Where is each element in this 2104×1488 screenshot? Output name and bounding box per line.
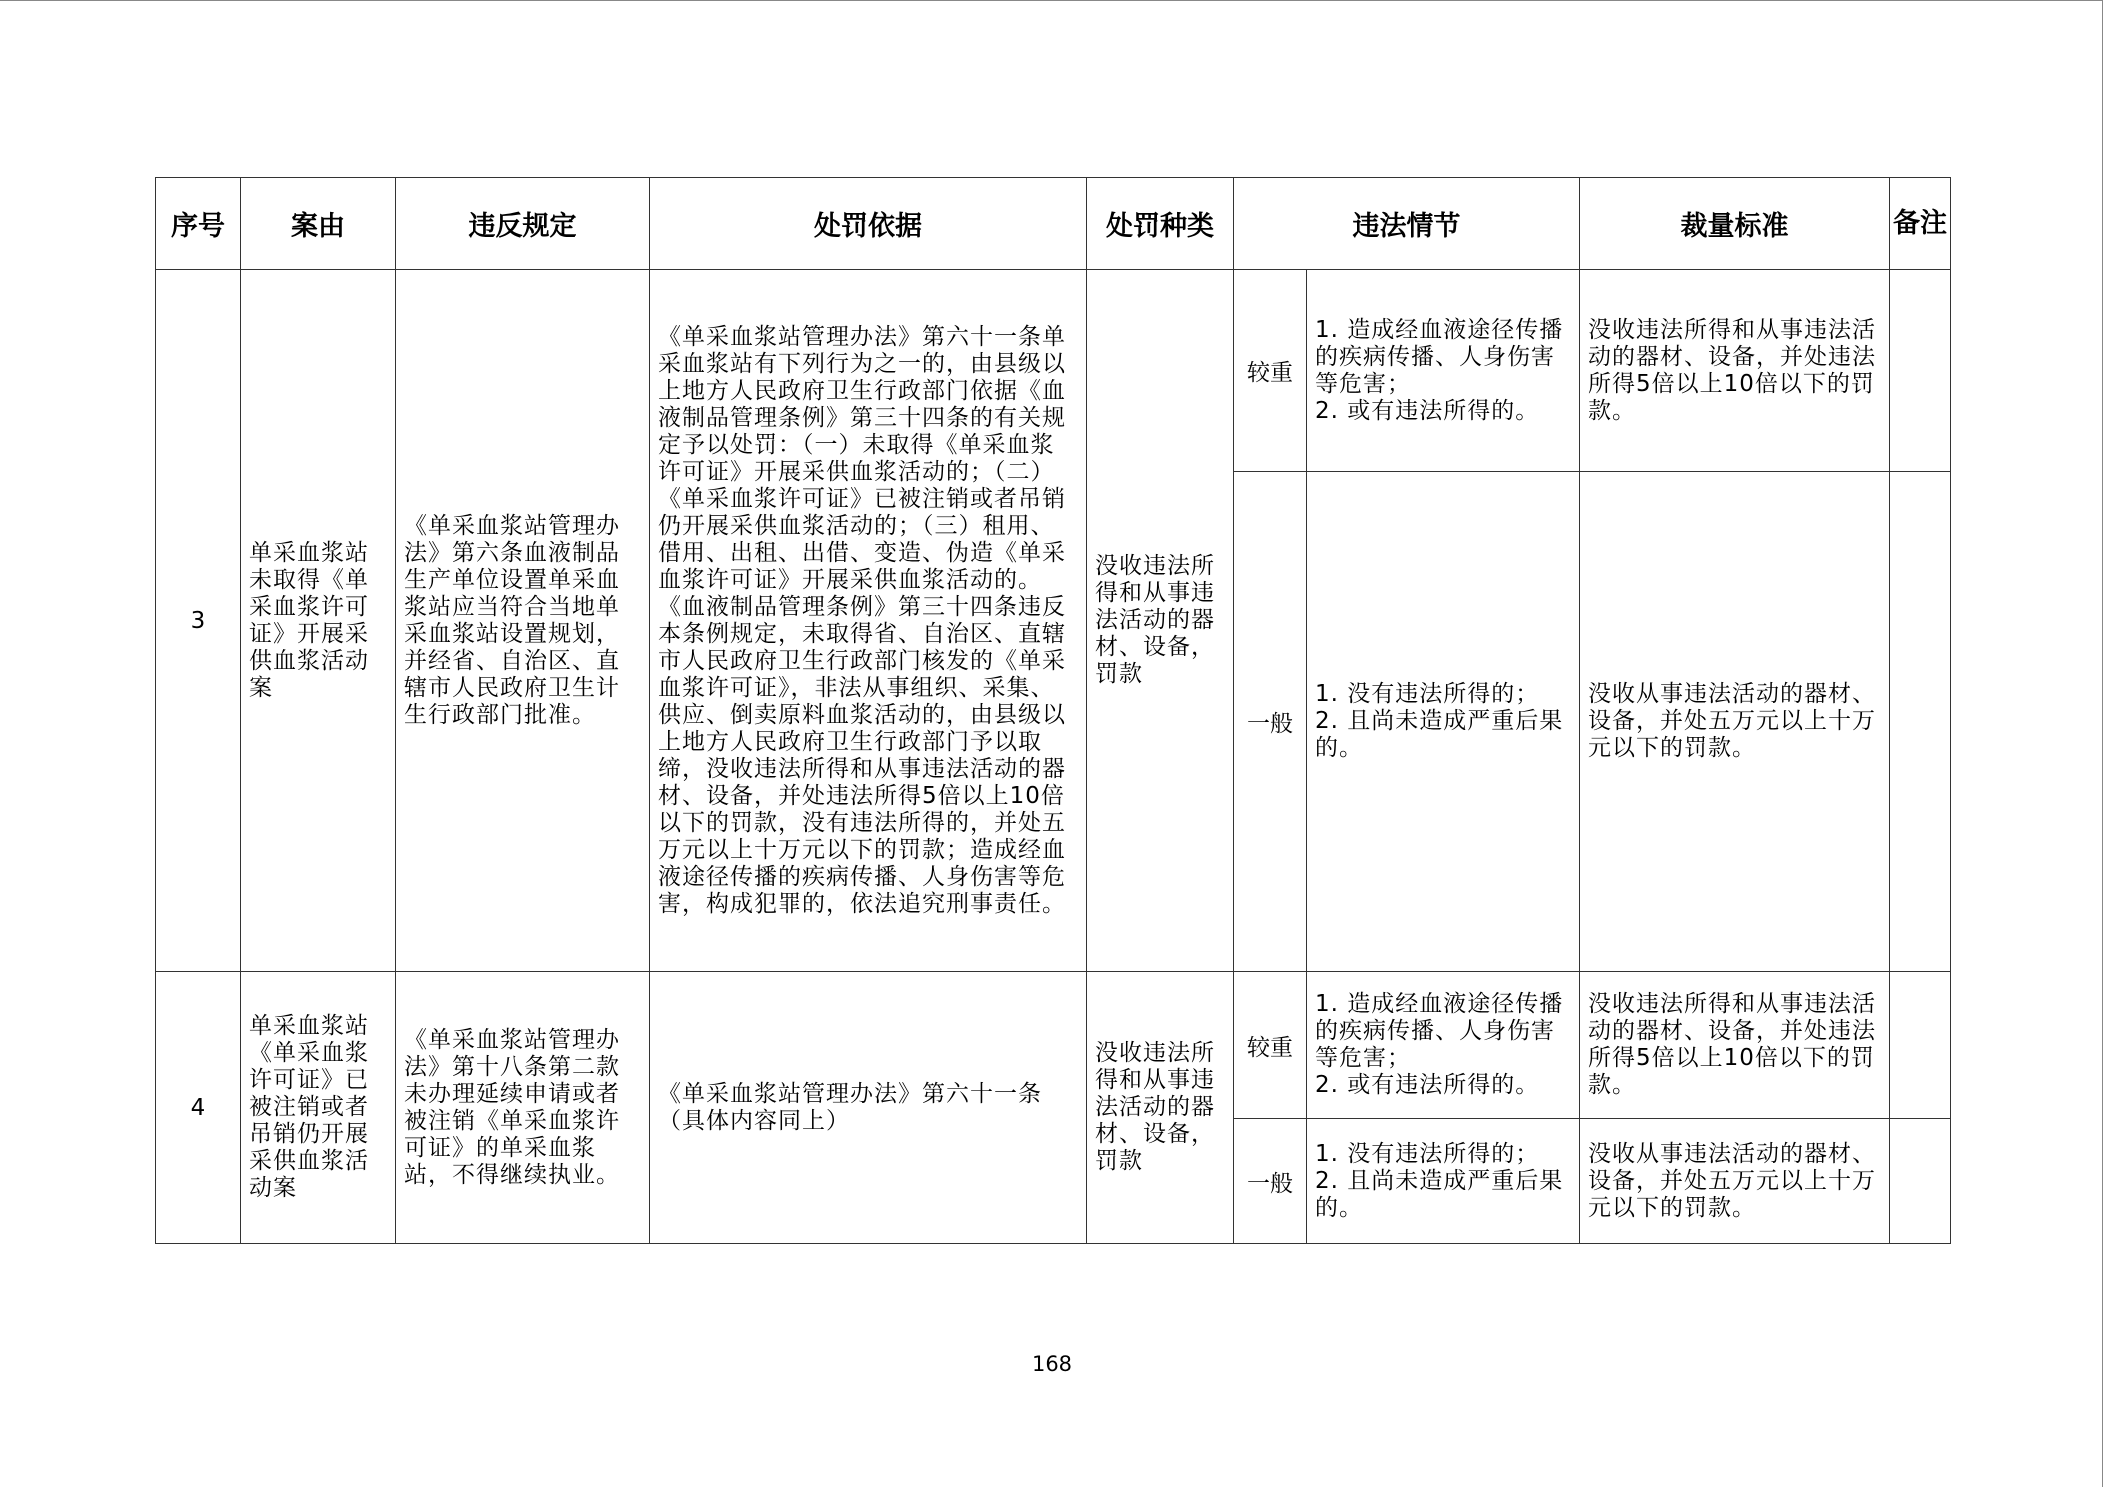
note-cell <box>1890 972 1951 1119</box>
circumstance-cell <box>1307 270 1580 472</box>
penalty-basis-text: 《单采血浆站管理办法》第六十一条单采血浆站有下列行为之一的，由县级以上地方人民政府卫生行政部门依据《血液制品管理条例》第三十四条的有关规定予以处罚：（一）未取得《单采血浆许可证》开展采供血浆活动的；（二）《单采血浆许可证》已被注销或者吊销仍开展采供血浆活动的；（三）租用、借用、出租、出借、变造、伪造《单采血浆许可证》开展采供血浆活动的。《血液制品管理条例》第三十四条违反本条例规定，未取得省、自治区、直辖市人民政府卫生行政部门核发的《单采血浆许可证》，非法从事组织、采集、供应、倒卖原料血浆活动的，由县级以上地方人民政府卫生行政部门予以取缔，没收违法所得和从事违法活动的器材、设备，并处违法所得5倍以上10倍以下的罚款，没有违法所得的，并处五万元以上十万元以下的罚款；造成经血液途径传播的疾病传播、人身伤害等危害，构成犯罪的，依法追究刑事责任。 <box>658 323 1066 917</box>
header-penalty-type: 处罚种类 <box>1087 178 1234 270</box>
case-cell <box>241 972 396 1244</box>
seq-cell: 4 <box>156 972 241 1244</box>
circumstance-item: 1. 造成经血液途径传播的疾病传播、人身伤害等危害； <box>1315 316 1564 397</box>
header-row <box>156 178 1951 270</box>
violated-rule-text: 《单采血浆站管理办法》第十八条第二款未办理延续申请或者被注销《单采血浆许可证》的单采血浆站，不得继续执业。 <box>404 1026 620 1188</box>
penalty-basis-cell <box>650 270 1087 972</box>
penalty-type-text: 没收违法所得和从事违法活动的器材、设备，罚款 <box>1095 553 1215 687</box>
standard-cell <box>1580 472 1890 972</box>
header-violated-rule: 违反规定 <box>396 178 650 270</box>
penalty-type-cell <box>1087 270 1234 972</box>
level-cell: 较重 <box>1234 972 1307 1119</box>
standard-cell <box>1580 1119 1890 1244</box>
table-row <box>156 270 1951 472</box>
circumstance-item: 1. 没有违法所得的； <box>1315 1140 1540 1167</box>
violated-rule-cell <box>396 972 650 1244</box>
penalty-type-text: 没收违法所得和从事违法活动的器材、设备，罚款 <box>1095 1040 1215 1174</box>
circumstance-item: 1. 造成经血液途径传播的疾病传播、人身伤害等危害； <box>1315 991 1564 1071</box>
header-standard: 裁量标准 <box>1580 178 1890 270</box>
standard-text: 没收违法所得和从事违法活动的器材、设备，并处违法所得5倍以上10倍以下的罚款。 <box>1588 991 1876 1098</box>
seq-cell: 3 <box>156 270 241 972</box>
circumstance-item: 1. 没有违法所得的； <box>1315 681 1540 707</box>
penalty-table <box>155 177 1951 1244</box>
circumstance-item: 2. 或有违法所得的。 <box>1315 1072 1540 1098</box>
level-cell: 一般 <box>1234 472 1307 972</box>
level-cell: 较重 <box>1234 270 1307 472</box>
standard-text: 没收从事违法活动的器材、设备，并处五万元以上十万元以下的罚款。 <box>1588 1140 1876 1221</box>
circumstance-item: 2. 或有违法所得的。 <box>1315 397 1540 424</box>
violated-rule-cell <box>396 270 650 972</box>
note-cell <box>1890 472 1951 972</box>
case-text: 单采血浆站《单采血浆许可证》已被注销或者吊销仍开展采供血浆活动案 <box>249 1013 369 1201</box>
standard-text: 没收违法所得和从事违法活动的器材、设备，并处违法所得5倍以上10倍以下的罚款。 <box>1588 316 1876 424</box>
table-row <box>156 972 1951 1119</box>
circumstance-item: 2. 且尚未造成严重后果的。 <box>1315 1167 1564 1221</box>
penalty-basis-text: 《单采血浆站管理办法》第六十一条（具体内容同上） <box>658 1080 1042 1134</box>
penalty-type-cell <box>1087 972 1234 1244</box>
circumstance-item: 2. 且尚未造成严重后果的。 <box>1315 708 1564 761</box>
note-cell <box>1890 1119 1951 1244</box>
standard-cell <box>1580 270 1890 472</box>
violated-rule-text: 《单采血浆站管理办法》第六条血液制品生产单位设置单采血浆站应当符合当地单采血浆站设置规划，并经省、自治区、直辖市人民政府卫生计生行政部门批准。 <box>404 512 620 728</box>
circumstance-cell <box>1307 1119 1580 1244</box>
page-number: 168 <box>1031 1352 1073 1376</box>
case-text: 单采血浆站未取得《单采血浆许可证》开展采供血浆活动案 <box>249 539 369 701</box>
level-cell: 一般 <box>1234 1119 1307 1244</box>
circumstance-cell <box>1307 972 1580 1119</box>
penalty-basis-cell <box>650 972 1087 1244</box>
header-penalty-basis: 处罚依据 <box>650 178 1087 270</box>
header-circumstance: 违法情节 <box>1234 178 1580 270</box>
note-cell <box>1890 270 1951 472</box>
header-note: 备注 <box>1890 178 1951 270</box>
case-cell <box>241 270 396 972</box>
standard-cell <box>1580 972 1890 1119</box>
header-seq: 序号 <box>156 178 241 270</box>
standard-text: 没收从事违法活动的器材、设备，并处五万元以上十万元以下的罚款。 <box>1588 681 1876 761</box>
header-case: 案由 <box>241 178 396 270</box>
circumstance-cell <box>1307 472 1580 972</box>
